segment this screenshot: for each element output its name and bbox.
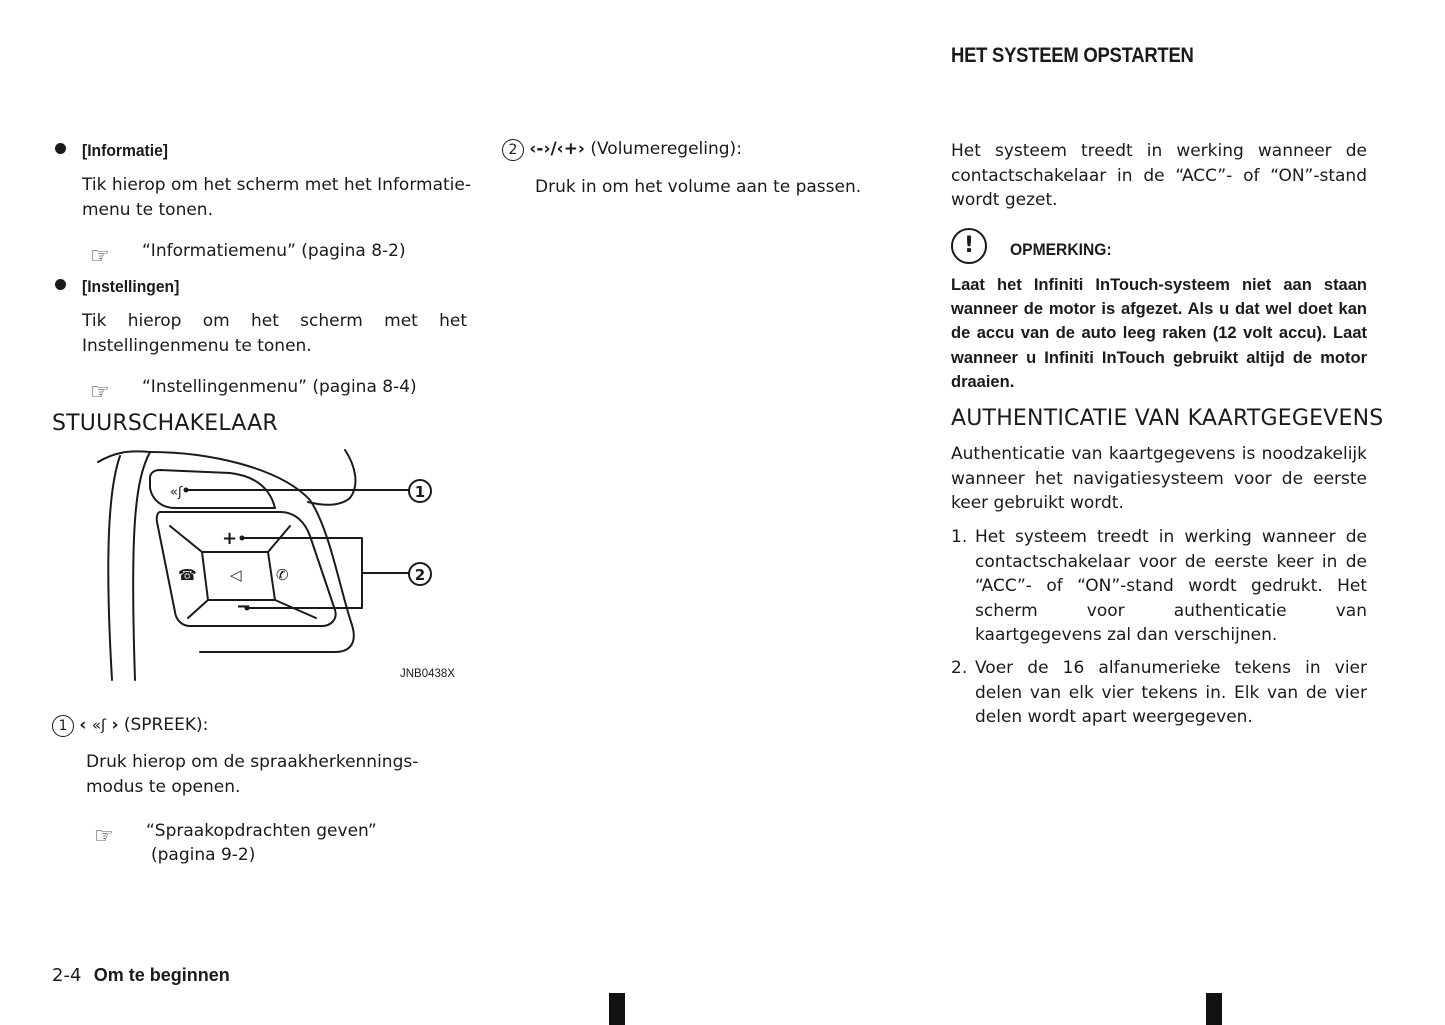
list-item-number: 1.: [951, 527, 968, 547]
thumb-marker-left: [609, 993, 625, 1025]
circled-number-2: 2: [502, 139, 524, 161]
circled-number-1: 1: [52, 715, 74, 737]
exclamation-icon: !: [963, 233, 975, 258]
notice-icon: [951, 228, 987, 264]
section-heading-stuurschakelaar: STUURSCHAKELAAR: [52, 411, 278, 436]
volume-up-icon: +: [222, 528, 238, 549]
bullet-informatie: [55, 143, 66, 154]
item1-label: [52, 713, 208, 738]
mute-icon: ◁: [230, 566, 242, 584]
pointing-hand-icon: ☞: [90, 380, 110, 405]
item1-suffix: ›: [111, 715, 119, 735]
phone-answer-icon: ✆: [276, 566, 289, 584]
item2-text: Druk in om het volume aan te passen.: [535, 177, 862, 197]
chapter-title: Om te beginnen: [93, 965, 230, 985]
instellingen-reference: “Instellingenmenu” (pagina 8-4): [142, 377, 417, 397]
figure-code: JNB0438X: [400, 668, 455, 680]
list-item-text: Voer de 16 alfanumerieke tekens in vier delen van elk vier tekens in. Elk van de vier delen wordt apart weergegeven.: [975, 658, 1367, 727]
talk-switch-icon: «ʃ: [91, 716, 107, 734]
notice-title: OPMERKING:: [1010, 240, 1112, 259]
wheel-rim-inner: [108, 456, 120, 680]
item1-reference-line1: “Spraakopdrachten geven”: [146, 821, 377, 841]
volume-down-icon: −: [236, 596, 252, 617]
pointing-hand-icon: ☞: [94, 824, 114, 849]
instellingen-label: [Instellingen]: [82, 277, 180, 296]
list-item-number: 2.: [951, 658, 968, 678]
informatie-label: [Informatie]: [82, 141, 169, 160]
talk-icon: «ʃ: [170, 485, 183, 500]
section-heading-authenticatie: AUTHENTICATIE VAN KAARTGEGEVENS: [951, 406, 1384, 431]
figure-callout-2: 2: [414, 566, 426, 584]
figure-callout-1: 1: [414, 483, 426, 501]
page-footer: [52, 965, 230, 986]
wheel-rim-outline: [98, 451, 150, 680]
list-item: [951, 656, 1367, 730]
item1-label-text: (SPREEK):: [123, 715, 209, 735]
steering-switch-figure: [90, 440, 470, 690]
bullet-instellingen: [55, 279, 66, 290]
notice-text: Laat het Infiniti InTouch-systeem niet aan staan wanneer de motor is afgezet. Als u dat wel doet kan de accu van de auto leeg raken (12 volt accu). Laat wanneer u Infiniti InTouch gebruikt altijd de motor draaien.: [951, 276, 1367, 391]
authenticatie-intro: Authenticatie van kaartgegevens is noodzakelijk wanneer het navigatiesysteem voor de eerste keer gebruikt wordt.: [951, 444, 1367, 513]
item1-prefix: ‹: [79, 715, 87, 735]
informatie-reference: “Informatiemenu” (pagina 8-2): [142, 241, 406, 261]
list-item: [951, 525, 1367, 648]
informatie-text: Tik hierop om het scherm met het Informatie-menu te tonen.: [82, 175, 471, 220]
page-number: 2-4: [52, 965, 82, 986]
list-item-text: Het systeem treedt in werking wanneer de contactschakelaar voor de eerste keer in de “ACC”- of “ON”-stand wordt gedrukt. Het scherm voor authenticatie van kaartgegevens zal dan verschijnen.: [975, 527, 1367, 645]
running-head: HET SYSTEEM OPSTARTEN: [951, 44, 1194, 67]
item2-label: [502, 137, 742, 162]
item1-text: Druk hierop om de spraakherkennings-modus te openen.: [86, 752, 419, 797]
thumb-marker-right: [1206, 993, 1222, 1025]
housing-top-curve: [308, 450, 355, 505]
pointing-hand-icon: ☞: [90, 244, 110, 269]
intro-paragraph: Het systeem treedt in werking wanneer de contactschakelaar in de “ACC”- of “ON”-stand wordt gezet.: [951, 141, 1367, 210]
item2-label-text: (Volumeregeling):: [590, 139, 742, 159]
instellingen-text: Tik hierop om het scherm met het Instellingenmenu te tonen.: [82, 311, 467, 356]
item2-symbols: ‹-›/‹+›: [529, 139, 585, 159]
item1-reference-line2: (pagina 9-2): [151, 845, 256, 865]
phone-hangup-icon: ☎: [178, 566, 197, 584]
